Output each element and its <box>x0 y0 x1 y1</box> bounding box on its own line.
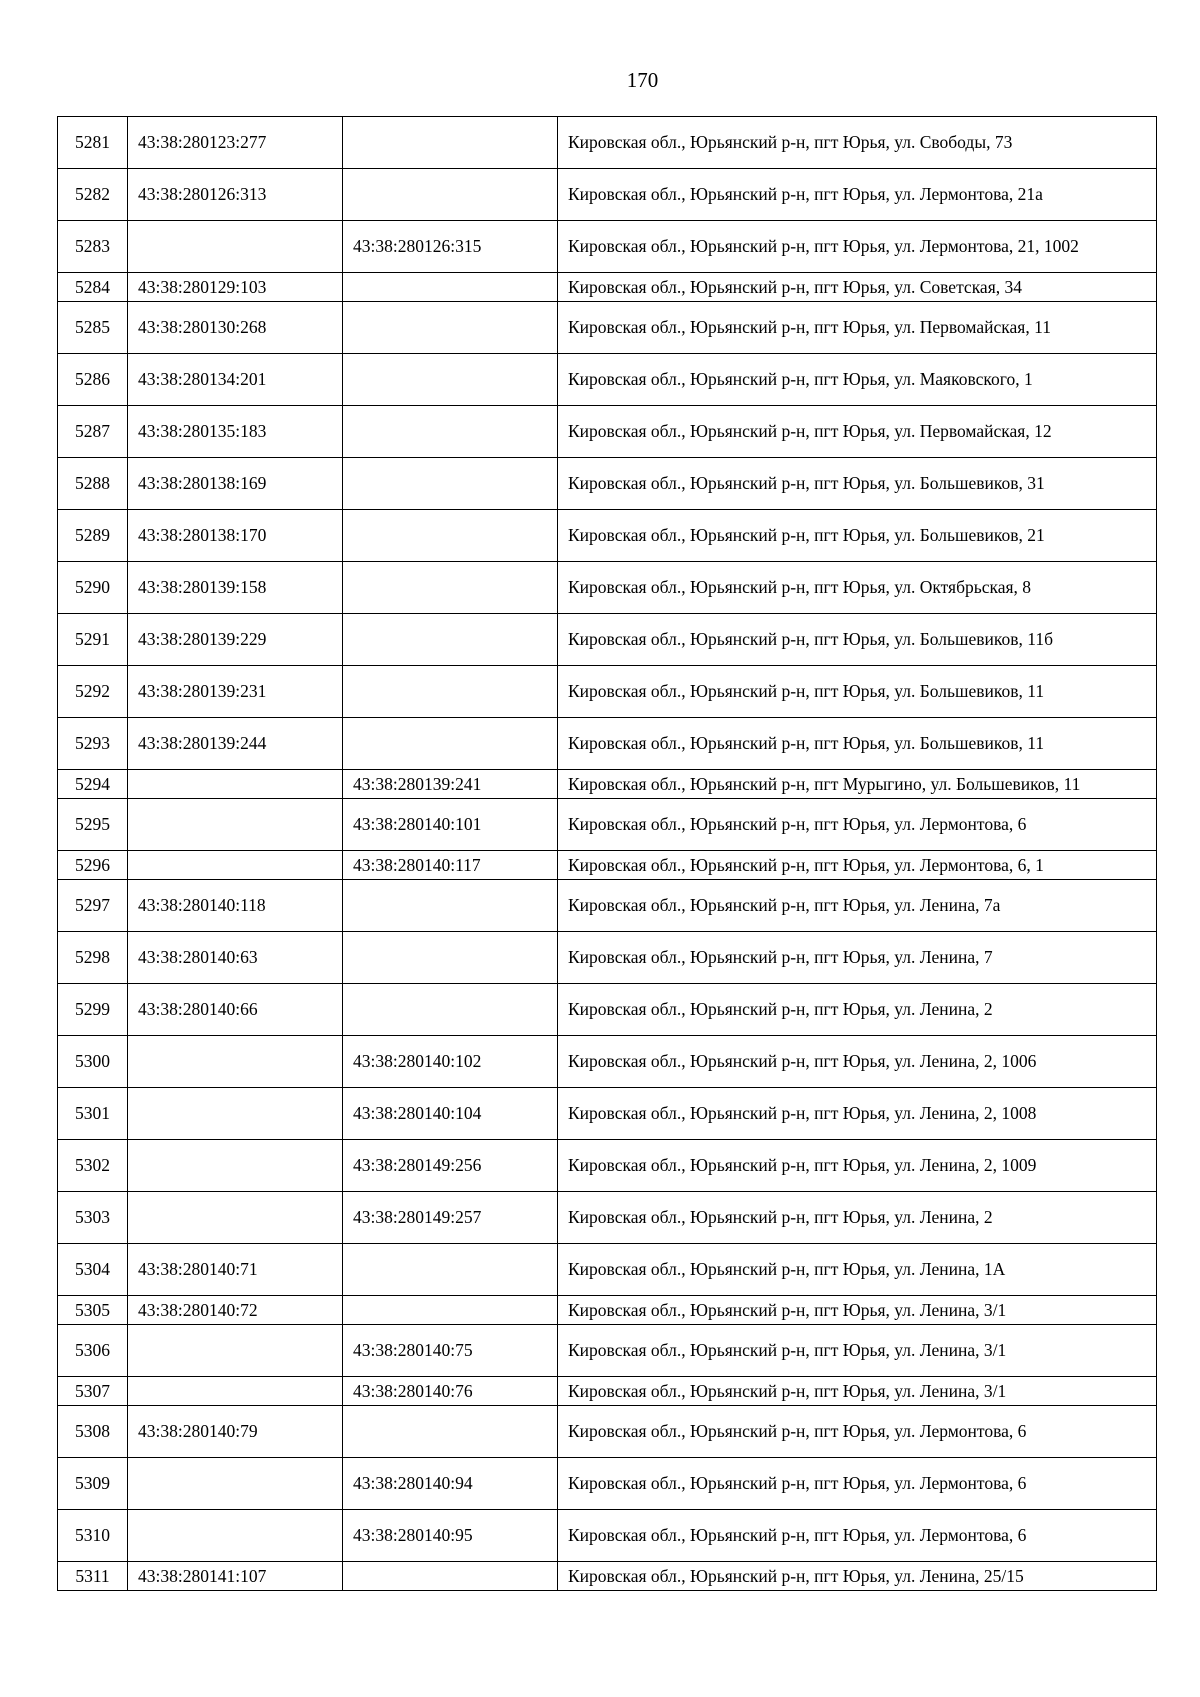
row-number-cell: 5307 <box>58 1377 128 1406</box>
table-row <box>58 1244 1157 1296</box>
table-row <box>58 510 1157 562</box>
row-number-cell: 5305 <box>58 1296 128 1325</box>
address-cell: Кировская обл., Юрьянский р-н, пгт Юрья, ул. Лермонтова, 6 <box>558 1406 1157 1458</box>
row-number-cell: 5295 <box>58 799 128 851</box>
row-number-cell: 5310 <box>58 1510 128 1562</box>
object-cadastral-number-cell <box>343 932 558 984</box>
address-cell: Кировская обл., Юрьянский р-н, пгт Юрья, ул. Лермонтова, 6, 1 <box>558 851 1157 880</box>
table-row <box>58 354 1157 406</box>
address-cell: Кировская обл., Юрьянский р-н, пгт Юрья, ул. Ленина, 3/1 <box>558 1325 1157 1377</box>
row-number-cell: 5292 <box>58 666 128 718</box>
object-cadastral-number-cell <box>343 984 558 1036</box>
cadastral-number-cell: 43:38:280134:201 <box>128 354 343 406</box>
object-cadastral-number-cell <box>343 510 558 562</box>
address-cell: Кировская обл., Юрьянский р-н, пгт Юрья, ул. Лермонтова, 6 <box>558 1458 1157 1510</box>
address-cell: Кировская обл., Юрьянский р-н, пгт Юрья, ул. Лермонтова, 21а <box>558 169 1157 221</box>
object-cadastral-number-cell: 43:38:280140:95 <box>343 1510 558 1562</box>
cadastral-number-cell <box>128 1325 343 1377</box>
table-row <box>58 1377 1157 1406</box>
object-cadastral-number-cell <box>343 302 558 354</box>
address-cell: Кировская обл., Юрьянский р-н, пгт Юрья, ул. Большевиков, 11б <box>558 614 1157 666</box>
row-number-cell: 5287 <box>58 406 128 458</box>
cadastral-number-cell: 43:38:280139:229 <box>128 614 343 666</box>
object-cadastral-number-cell <box>343 117 558 169</box>
cadastral-number-cell: 43:38:280140:66 <box>128 984 343 1036</box>
cadastral-number-cell <box>128 221 343 273</box>
object-cadastral-number-cell <box>343 1406 558 1458</box>
address-cell: Кировская обл., Юрьянский р-н, пгт Юрья, ул. Маяковского, 1 <box>558 354 1157 406</box>
table-row <box>58 799 1157 851</box>
cadastral-number-cell: 43:38:280126:313 <box>128 169 343 221</box>
row-number-cell: 5301 <box>58 1088 128 1140</box>
object-cadastral-number-cell: 43:38:280140:101 <box>343 799 558 851</box>
object-cadastral-number-cell: 43:38:280140:75 <box>343 1325 558 1377</box>
address-cell: Кировская обл., Юрьянский р-н, пгт Юрья, ул. Ленина, 2, 1008 <box>558 1088 1157 1140</box>
table-row <box>58 1140 1157 1192</box>
object-cadastral-number-cell: 43:38:280139:241 <box>343 770 558 799</box>
row-number-cell: 5303 <box>58 1192 128 1244</box>
table-row <box>58 169 1157 221</box>
object-cadastral-number-cell <box>343 562 558 614</box>
cadastral-number-cell <box>128 770 343 799</box>
address-cell: Кировская обл., Юрьянский р-н, пгт Мурыгино, ул. Большевиков, 11 <box>558 770 1157 799</box>
row-number-cell: 5293 <box>58 718 128 770</box>
row-number-cell: 5299 <box>58 984 128 1036</box>
row-number-cell: 5304 <box>58 1244 128 1296</box>
address-cell: Кировская обл., Юрьянский р-н, пгт Юрья, ул. Ленина, 2 <box>558 984 1157 1036</box>
address-cell: Кировская обл., Юрьянский р-н, пгт Юрья, ул. Лермонтова, 21, 1002 <box>558 221 1157 273</box>
cadastral-number-cell: 43:38:280140:79 <box>128 1406 343 1458</box>
cadastral-number-cell <box>128 1192 343 1244</box>
cadastral-number-cell: 43:38:280140:71 <box>128 1244 343 1296</box>
table-row <box>58 880 1157 932</box>
address-cell: Кировская обл., Юрьянский р-н, пгт Юрья, ул. Ленина, 2 <box>558 1192 1157 1244</box>
object-cadastral-number-cell <box>343 718 558 770</box>
address-cell: Кировская обл., Юрьянский р-н, пгт Юрья, ул. Большевиков, 31 <box>558 458 1157 510</box>
cadastral-number-cell: 43:38:280140:118 <box>128 880 343 932</box>
cadastral-number-cell: 43:38:280138:170 <box>128 510 343 562</box>
cadastral-number-cell: 43:38:280129:103 <box>128 273 343 302</box>
table-row <box>58 117 1157 169</box>
table-row <box>58 851 1157 880</box>
table-row <box>58 1562 1157 1591</box>
address-cell: Кировская обл., Юрьянский р-н, пгт Юрья, ул. Первомайская, 11 <box>558 302 1157 354</box>
registry-table-body <box>58 117 1157 1591</box>
table-row <box>58 458 1157 510</box>
table-row <box>58 1036 1157 1088</box>
address-cell: Кировская обл., Юрьянский р-н, пгт Юрья, ул. Октябрьская, 8 <box>558 562 1157 614</box>
registry-table <box>57 116 1157 1591</box>
row-number-cell: 5298 <box>58 932 128 984</box>
cadastral-number-cell <box>128 1510 343 1562</box>
address-cell: Кировская обл., Юрьянский р-н, пгт Юрья, ул. Большевиков, 21 <box>558 510 1157 562</box>
object-cadastral-number-cell: 43:38:280140:76 <box>343 1377 558 1406</box>
address-cell: Кировская обл., Юрьянский р-н, пгт Юрья, ул. Большевиков, 11 <box>558 666 1157 718</box>
cadastral-number-cell: 43:38:280138:169 <box>128 458 343 510</box>
cadastral-number-cell: 43:38:280140:63 <box>128 932 343 984</box>
address-cell: Кировская обл., Юрьянский р-н, пгт Юрья, ул. Ленина, 7а <box>558 880 1157 932</box>
object-cadastral-number-cell: 43:38:280126:315 <box>343 221 558 273</box>
address-cell: Кировская обл., Юрьянский р-н, пгт Юрья, ул. Большевиков, 11 <box>558 718 1157 770</box>
table-row <box>58 562 1157 614</box>
row-number-cell: 5290 <box>58 562 128 614</box>
object-cadastral-number-cell: 43:38:280140:104 <box>343 1088 558 1140</box>
table-row <box>58 1296 1157 1325</box>
row-number-cell: 5308 <box>58 1406 128 1458</box>
row-number-cell: 5282 <box>58 169 128 221</box>
row-number-cell: 5311 <box>58 1562 128 1591</box>
object-cadastral-number-cell: 43:38:280140:117 <box>343 851 558 880</box>
cadastral-number-cell <box>128 1036 343 1088</box>
address-cell: Кировская обл., Юрьянский р-н, пгт Юрья, ул. Ленина, 25/15 <box>558 1562 1157 1591</box>
row-number-cell: 5296 <box>58 851 128 880</box>
address-cell: Кировская обл., Юрьянский р-н, пгт Юрья, ул. Ленина, 7 <box>558 932 1157 984</box>
object-cadastral-number-cell <box>343 1296 558 1325</box>
table-row <box>58 984 1157 1036</box>
address-cell: Кировская обл., Юрьянский р-н, пгт Юрья, ул. Ленина, 3/1 <box>558 1296 1157 1325</box>
page-number: 170 <box>626 68 659 92</box>
row-number-cell: 5283 <box>58 221 128 273</box>
object-cadastral-number-cell: 43:38:280149:257 <box>343 1192 558 1244</box>
row-number-cell: 5302 <box>58 1140 128 1192</box>
object-cadastral-number-cell: 43:38:280140:102 <box>343 1036 558 1088</box>
address-cell: Кировская обл., Юрьянский р-н, пгт Юрья, ул. Лермонтова, 6 <box>558 1510 1157 1562</box>
row-number-cell: 5281 <box>58 117 128 169</box>
object-cadastral-number-cell: 43:38:280140:94 <box>343 1458 558 1510</box>
cadastral-number-cell: 43:38:280141:107 <box>128 1562 343 1591</box>
table-row <box>58 406 1157 458</box>
object-cadastral-number-cell <box>343 406 558 458</box>
row-number-cell: 5291 <box>58 614 128 666</box>
cadastral-number-cell <box>128 851 343 880</box>
row-number-cell: 5300 <box>58 1036 128 1088</box>
table-row <box>58 1510 1157 1562</box>
row-number-cell: 5288 <box>58 458 128 510</box>
cadastral-number-cell <box>128 799 343 851</box>
object-cadastral-number-cell <box>343 880 558 932</box>
cadastral-number-cell: 43:38:280123:277 <box>128 117 343 169</box>
table-row <box>58 1088 1157 1140</box>
table-row <box>58 1192 1157 1244</box>
address-cell: Кировская обл., Юрьянский р-н, пгт Юрья, ул. Ленина, 3/1 <box>558 1377 1157 1406</box>
table-row <box>58 614 1157 666</box>
cadastral-number-cell: 43:38:280140:72 <box>128 1296 343 1325</box>
cadastral-number-cell <box>128 1377 343 1406</box>
cadastral-number-cell <box>128 1140 343 1192</box>
row-number-cell: 5309 <box>58 1458 128 1510</box>
address-cell: Кировская обл., Юрьянский р-н, пгт Юрья, ул. Лермонтова, 6 <box>558 799 1157 851</box>
row-number-cell: 5306 <box>58 1325 128 1377</box>
address-cell: Кировская обл., Юрьянский р-н, пгт Юрья, ул. Ленина, 2, 1006 <box>558 1036 1157 1088</box>
row-number-cell: 5284 <box>58 273 128 302</box>
row-number-cell: 5286 <box>58 354 128 406</box>
table-row <box>58 770 1157 799</box>
cadastral-number-cell: 43:38:280139:231 <box>128 666 343 718</box>
object-cadastral-number-cell <box>343 354 558 406</box>
address-cell: Кировская обл., Юрьянский р-н, пгт Юрья, ул. Ленина, 2, 1009 <box>558 1140 1157 1192</box>
row-number-cell: 5294 <box>58 770 128 799</box>
address-cell: Кировская обл., Юрьянский р-н, пгт Юрья, ул. Советская, 34 <box>558 273 1157 302</box>
address-cell: Кировская обл., Юрьянский р-н, пгт Юрья, ул. Ленина, 1А <box>558 1244 1157 1296</box>
object-cadastral-number-cell <box>343 666 558 718</box>
object-cadastral-number-cell <box>343 1562 558 1591</box>
cadastral-number-cell: 43:38:280130:268 <box>128 302 343 354</box>
table-row <box>58 302 1157 354</box>
cadastral-number-cell: 43:38:280135:183 <box>128 406 343 458</box>
table-row <box>58 666 1157 718</box>
address-cell: Кировская обл., Юрьянский р-н, пгт Юрья, ул. Первомайская, 12 <box>558 406 1157 458</box>
table-row <box>58 221 1157 273</box>
object-cadastral-number-cell <box>343 614 558 666</box>
row-number-cell: 5289 <box>58 510 128 562</box>
table-row <box>58 718 1157 770</box>
table-row <box>58 932 1157 984</box>
table-row <box>58 1325 1157 1377</box>
object-cadastral-number-cell <box>343 1244 558 1296</box>
cadastral-number-cell <box>128 1088 343 1140</box>
table-row <box>58 273 1157 302</box>
object-cadastral-number-cell <box>343 458 558 510</box>
address-cell: Кировская обл., Юрьянский р-н, пгт Юрья, ул. Свободы, 73 <box>558 117 1157 169</box>
table-row <box>58 1458 1157 1510</box>
object-cadastral-number-cell <box>343 169 558 221</box>
row-number-cell: 5285 <box>58 302 128 354</box>
cadastral-number-cell: 43:38:280139:158 <box>128 562 343 614</box>
table-row <box>58 1406 1157 1458</box>
cadastral-number-cell: 43:38:280139:244 <box>128 718 343 770</box>
cadastral-number-cell <box>128 1458 343 1510</box>
object-cadastral-number-cell <box>343 273 558 302</box>
row-number-cell: 5297 <box>58 880 128 932</box>
object-cadastral-number-cell: 43:38:280149:256 <box>343 1140 558 1192</box>
